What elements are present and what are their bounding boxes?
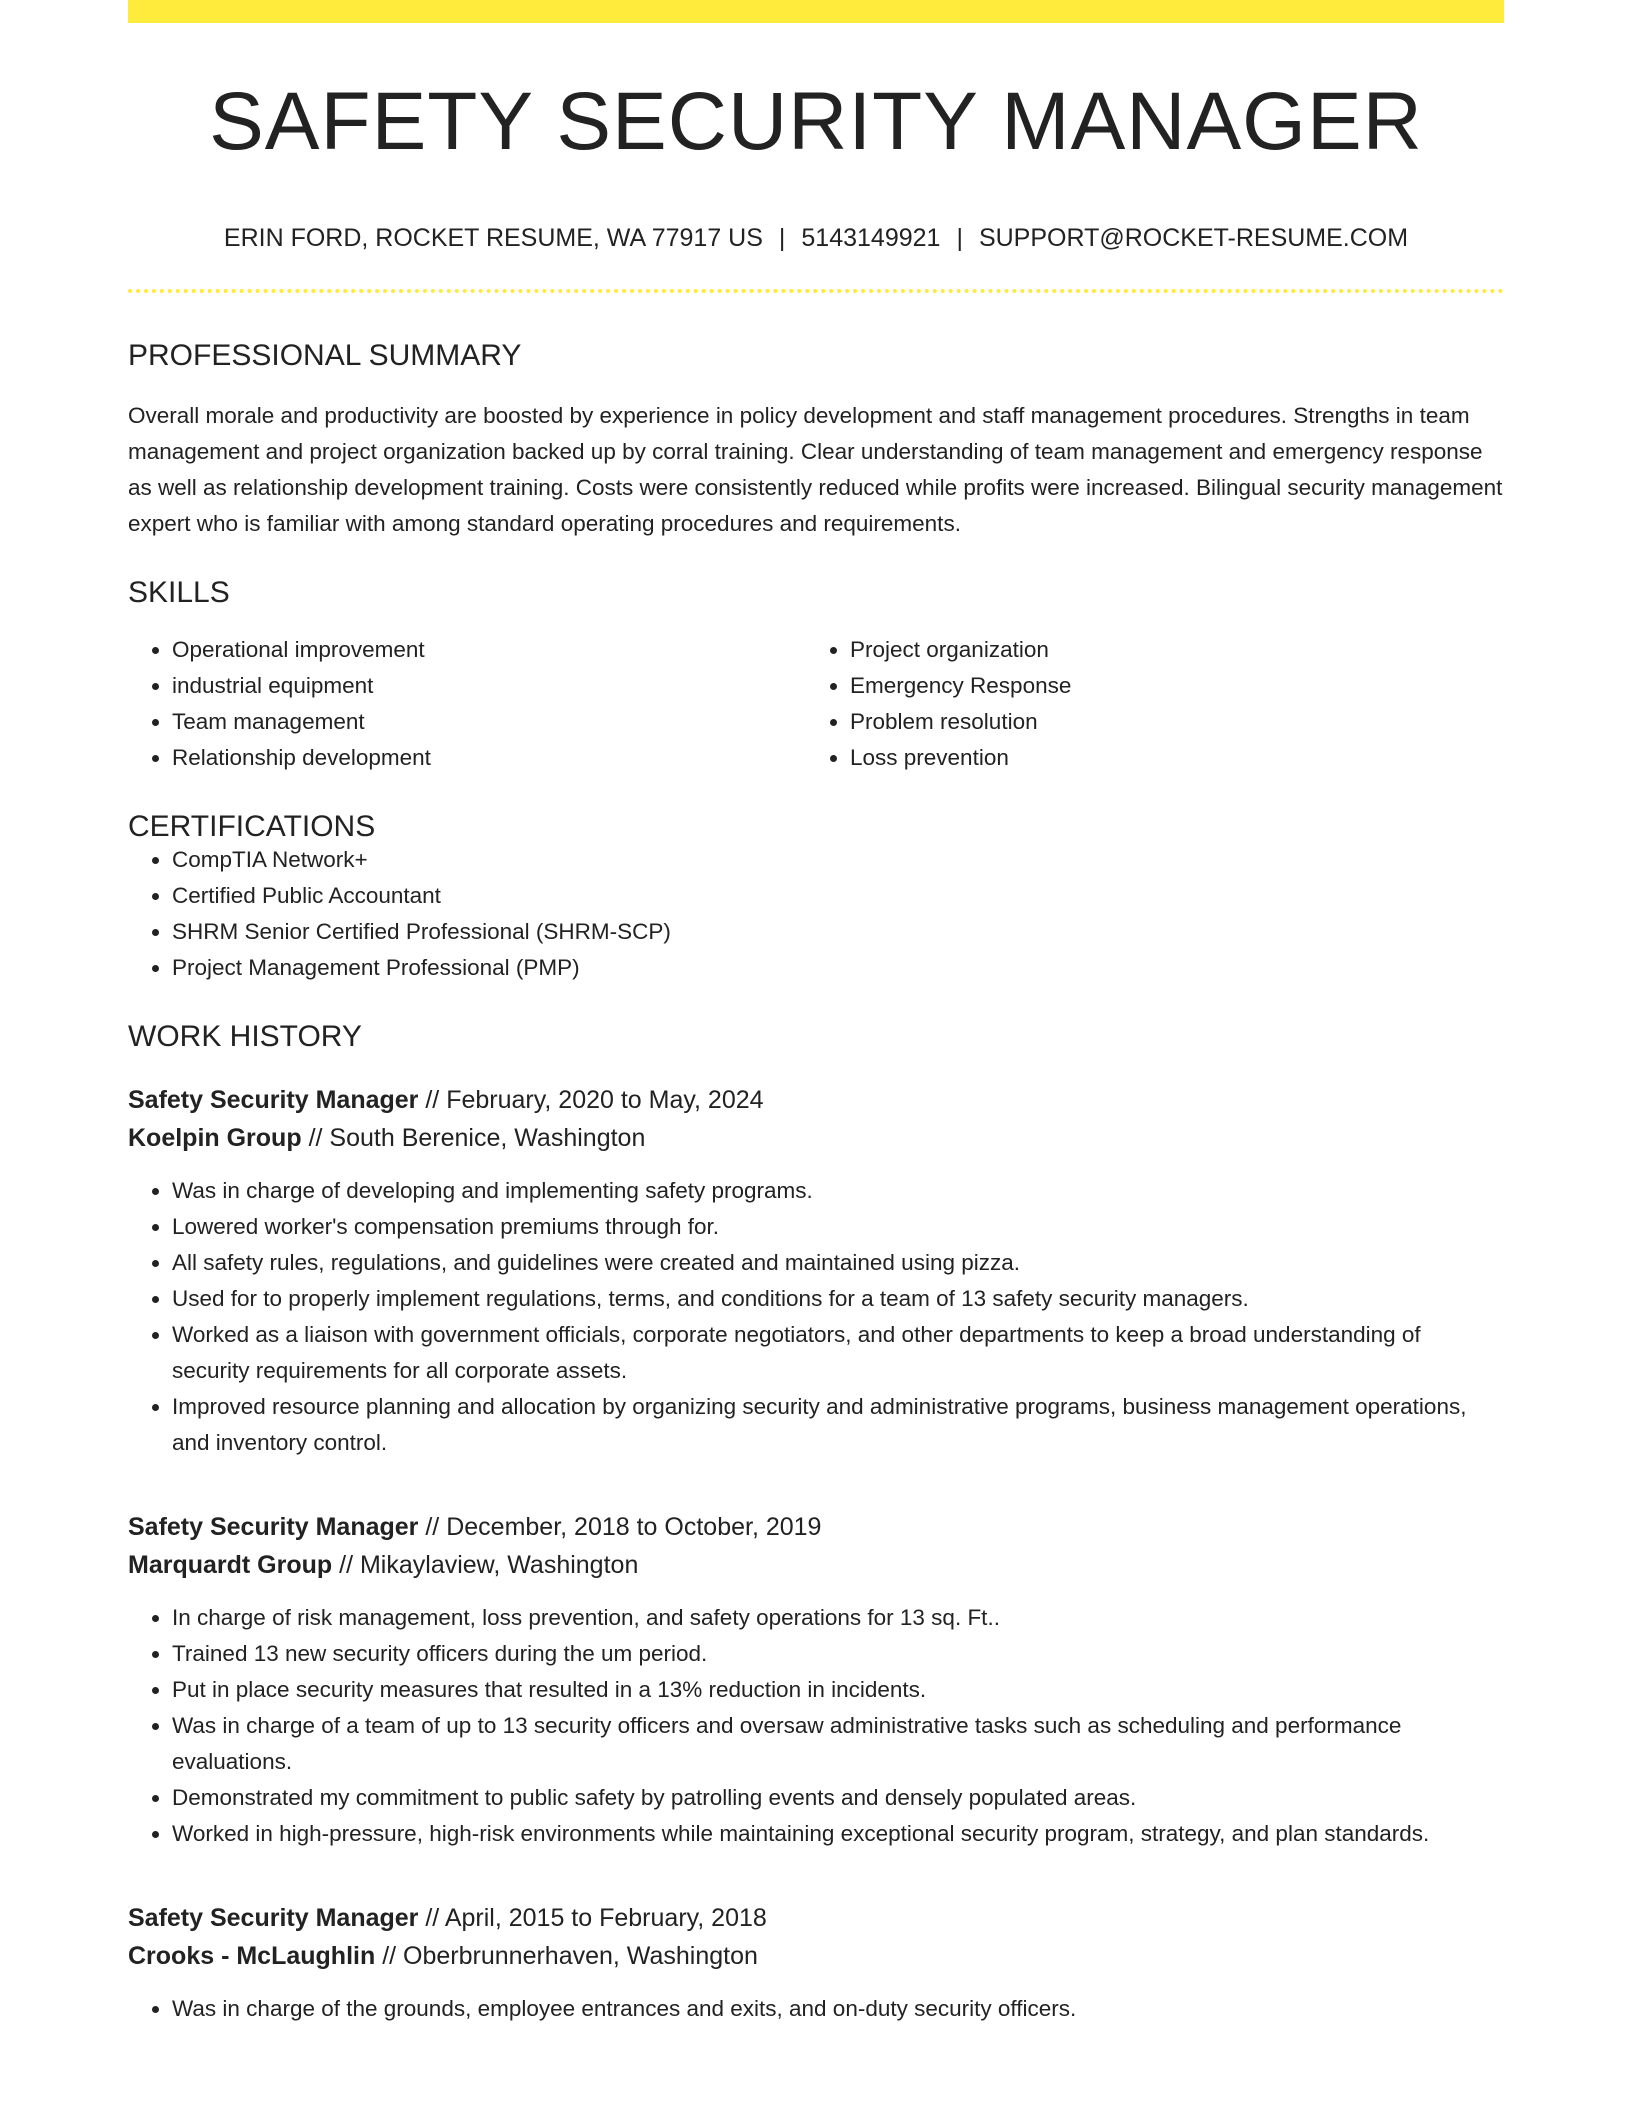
skills-list [128, 632, 1504, 776]
skill-item: • Team management [172, 704, 806, 740]
certification-item: • Certified Public Accountant [172, 878, 1504, 914]
skill-item: • Operational improvement [172, 632, 806, 668]
job-separator: // [425, 1086, 440, 1114]
job-location: Oberbrunnerhaven, Washington [403, 1942, 758, 1970]
job-bullets [128, 1173, 1504, 1461]
certifications-list [128, 842, 1504, 986]
summary-heading: PROFESSIONAL SUMMARY [128, 339, 522, 372]
job-title: Safety Security Manager [128, 1086, 419, 1114]
job-bullet: • Was in charge of a team of up to 13 security officers and oversaw administrative tasks such as scheduling and performance evaluations. [172, 1708, 1504, 1780]
job-dates: February, 2020 to May, 2024 [446, 1086, 764, 1114]
job-separator: // [425, 1513, 440, 1541]
job-company: Marquardt Group [128, 1551, 333, 1579]
contact-phone: 5143149921 [801, 224, 941, 252]
job-bullets [128, 1991, 1504, 2027]
job-entry [128, 1508, 1504, 1852]
skill-item: • Emergency Response [850, 668, 1484, 704]
contact-address: ERIN FORD, ROCKET RESUME, WA 77917 US [223, 224, 763, 252]
job-bullet: • All safety rules, regulations, and guidelines were created and maintained using pizza. [172, 1245, 1504, 1281]
skill-item: • industrial equipment [172, 668, 806, 704]
job-bullet: • In charge of risk management, loss prevention, and safety operations for 13 sq. Ft.. [172, 1600, 1504, 1636]
job-bullet: • Used for to properly implement regulations, terms, and conditions for a team of 13 safety security managers. [172, 1281, 1504, 1317]
contact-line [128, 226, 1504, 251]
summary-text: Overall morale and productivity are boosted by experience in policy development and staff management procedures. Strengths in team management and project organization backed up by corral training. Clear understanding of team management and emergency response as well as relationship development training. Costs were consistently reduced while profits were increased. Bilingual security management expert who is familiar with among standard operating procedures and requirements. [128, 403, 1503, 536]
job-bullet: • Demonstrated my commitment to public safety by patrolling events and densely populated areas. [172, 1780, 1504, 1816]
top-accent-bar [128, 0, 1504, 23]
certifications-heading: CERTIFICATIONS [128, 810, 376, 843]
certification-item: • SHRM Senior Certified Professional (SHRM-SCP) [172, 914, 1504, 950]
skills-heading: SKILLS [128, 576, 230, 609]
job-dates: April, 2015 to February, 2018 [444, 1904, 767, 1932]
job-bullet: • Worked as a liaison with government officials, corporate negotiators, and other departments to keep a broad understanding of security requirements for all corporate assets. [172, 1317, 1504, 1389]
job-separator: // [308, 1124, 323, 1152]
skill-item: • Project organization [850, 632, 1484, 668]
job-bullet: • Trained 13 new security officers during the um period. [172, 1636, 1504, 1672]
job-bullet: • Was in charge of the grounds, employee entrances and exits, and on-duty security officers. [172, 1991, 1504, 2027]
job-company-line [128, 1119, 1504, 1157]
job-location: Mikaylaview, Washington [359, 1551, 639, 1579]
job-company-line [128, 1937, 1504, 1975]
job-entry [128, 1081, 1504, 1461]
job-dates: December, 2018 to October, 2019 [446, 1513, 822, 1541]
job-company-line [128, 1546, 1504, 1584]
certification-item: • CompTIA Network+ [172, 842, 1504, 878]
job-separator: // [339, 1551, 354, 1579]
dotted-divider [128, 289, 1504, 293]
job-title-line [128, 1899, 1504, 1937]
job-location: South Berenice, Washington [329, 1124, 646, 1152]
job-company: Koelpin Group [128, 1124, 302, 1152]
job-title: Safety Security Manager [128, 1904, 419, 1932]
job-title-line [128, 1081, 1504, 1119]
job-entry [128, 1899, 1504, 2027]
contact-separator: | [778, 224, 786, 252]
job-bullet: • Lowered worker's compensation premiums through for. [172, 1209, 1504, 1245]
contact-separator: | [956, 224, 963, 252]
job-bullet: • Was in charge of developing and implementing safety programs. [172, 1173, 1504, 1209]
job-separator: // [425, 1904, 440, 1932]
contact-email: SUPPORT@ROCKET-RESUME.COM [978, 224, 1409, 252]
job-title: Safety Security Manager [128, 1513, 419, 1541]
page-title: SAFETY SECURITY MANAGER [209, 76, 1423, 167]
job-bullets [128, 1600, 1504, 1852]
skill-item: • Problem resolution [850, 704, 1484, 740]
skill-item: • Loss prevention [850, 740, 1484, 776]
certification-item: • Project Management Professional (PMP) [172, 950, 1504, 986]
skills-column-left [128, 632, 806, 776]
work-history-heading: WORK HISTORY [128, 1020, 362, 1053]
resume-page [128, 0, 1504, 2027]
job-separator: // [382, 1942, 397, 1970]
skills-column-right [806, 632, 1484, 776]
job-bullet: • Put in place security measures that resulted in a 13% reduction in incidents. [172, 1672, 1504, 1708]
job-bullet: • Improved resource planning and allocation by organizing security and administrative programs, business management operations, and inventory control. [172, 1389, 1504, 1461]
job-title-line [128, 1508, 1504, 1546]
job-company: Crooks - McLaughlin [128, 1942, 376, 1970]
job-bullet: • Worked in high-pressure, high-risk environments while maintaining exceptional security program, strategy, and plan standards. [172, 1816, 1504, 1852]
skill-item: • Relationship development [172, 740, 806, 776]
